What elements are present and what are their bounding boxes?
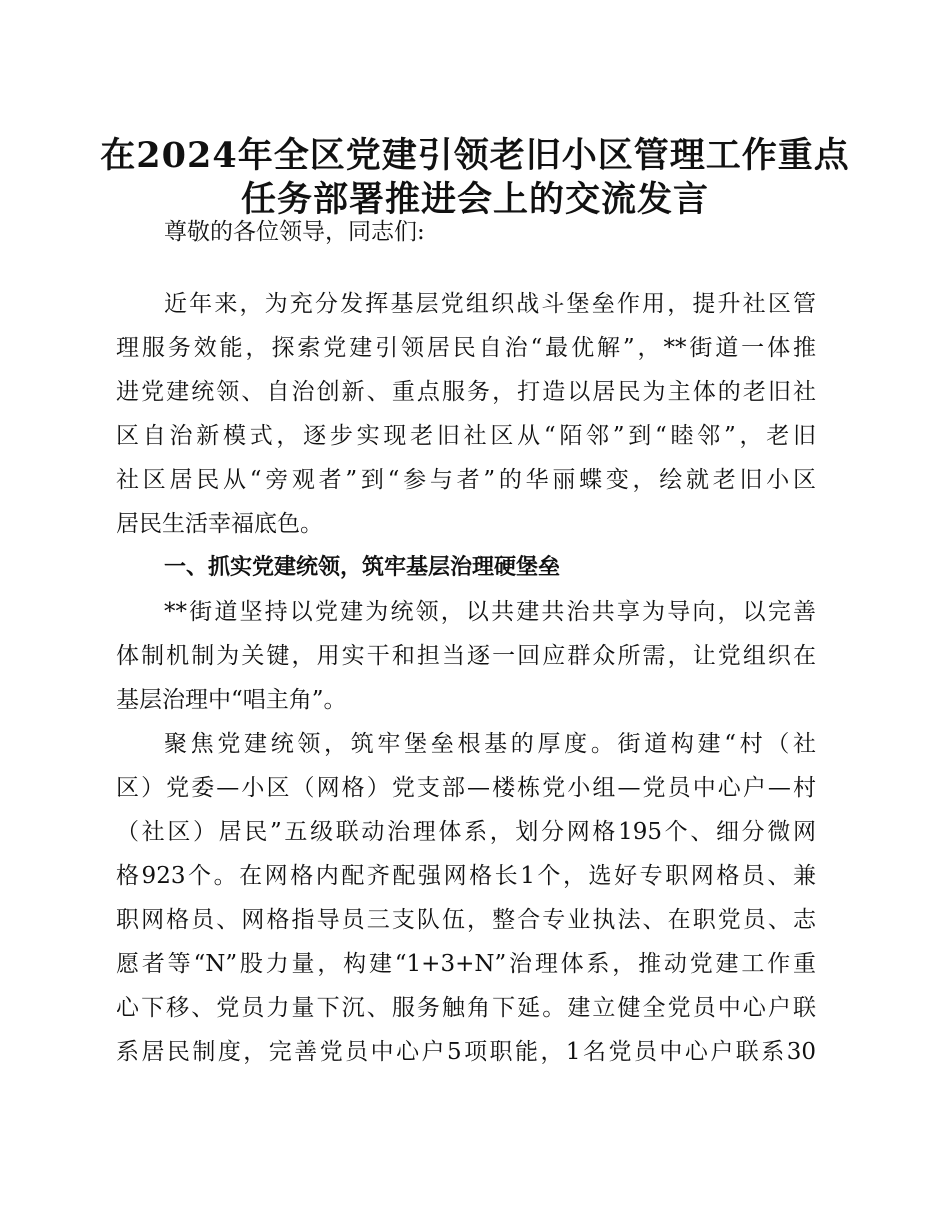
section1-paragraph2-line: 区）党委—小区（网格）党支部—楼栋党小组—党员中心户—村: [116, 775, 816, 801]
section1-paragraph2-line: 愿者等“N”股力量，构建“1+3+N”治理体系，推动党建工作重: [116, 951, 816, 977]
intro-line: 区自治新模式，逐步实现老旧社区从“陌邻”到“睦邻”，老旧: [116, 423, 816, 449]
section1-paragraph2-line: 心下移、党员力量下沉、服务触角下延。建立健全党员中心户联: [116, 995, 816, 1021]
intro-line: 理服务效能，探索党建引领居民自治“最优解”，**街道一体推: [116, 335, 816, 361]
section1-paragraph1-line: **街道坚持以党建为统领，以共建共治共享为导向，以完善: [164, 599, 816, 625]
salutation: 尊敬的各位领导，同志们:: [164, 219, 425, 245]
section-heading: 一、抓实党建统领，筑牢基层治理硬堡垒: [164, 555, 561, 580]
section1-paragraph2-line: 格923个。在网格内配齐配强网格长1个，选好专职网格员、兼: [116, 863, 816, 889]
section1-paragraph2-line: 职网格员、网格指导员三支队伍，整合专业执法、在职党员、志: [116, 907, 816, 933]
section1-paragraph1-line: 体制机制为关键，用实干和担当逐一回应群众所需，让党组织在: [116, 643, 816, 669]
section1-paragraph2-line: 聚焦党建统领，筑牢堡垒根基的厚度。街道构建“村（社: [164, 731, 816, 757]
section1-paragraph2-line: （社区）居民”五级联动治理体系，划分网格195个、细分微网: [116, 819, 816, 845]
intro-line: 进党建统领、自治创新、重点服务，打造以居民为主体的老旧社: [116, 379, 816, 405]
intro-line: 居民生活幸福底色。: [116, 511, 323, 537]
section1-paragraph2-line: 系居民制度，完善党员中心户5项职能，1名党员中心户联系30: [116, 1039, 816, 1065]
document-title-line-1: 在2024年全区党建引领老旧小区管理工作重点: [100, 135, 850, 176]
intro-line: 近年来，为充分发挥基层党组织战斗堡垒作用，提升社区管: [164, 291, 816, 317]
intro-line: 社区居民从“旁观者”到“参与者”的华丽蝶变，绘就老旧小区: [116, 467, 816, 493]
section1-paragraph1-line: 基层治理中“唱主角”。: [116, 687, 347, 713]
document-title-line-2: 任务部署推进会上的交流发言: [240, 179, 709, 220]
